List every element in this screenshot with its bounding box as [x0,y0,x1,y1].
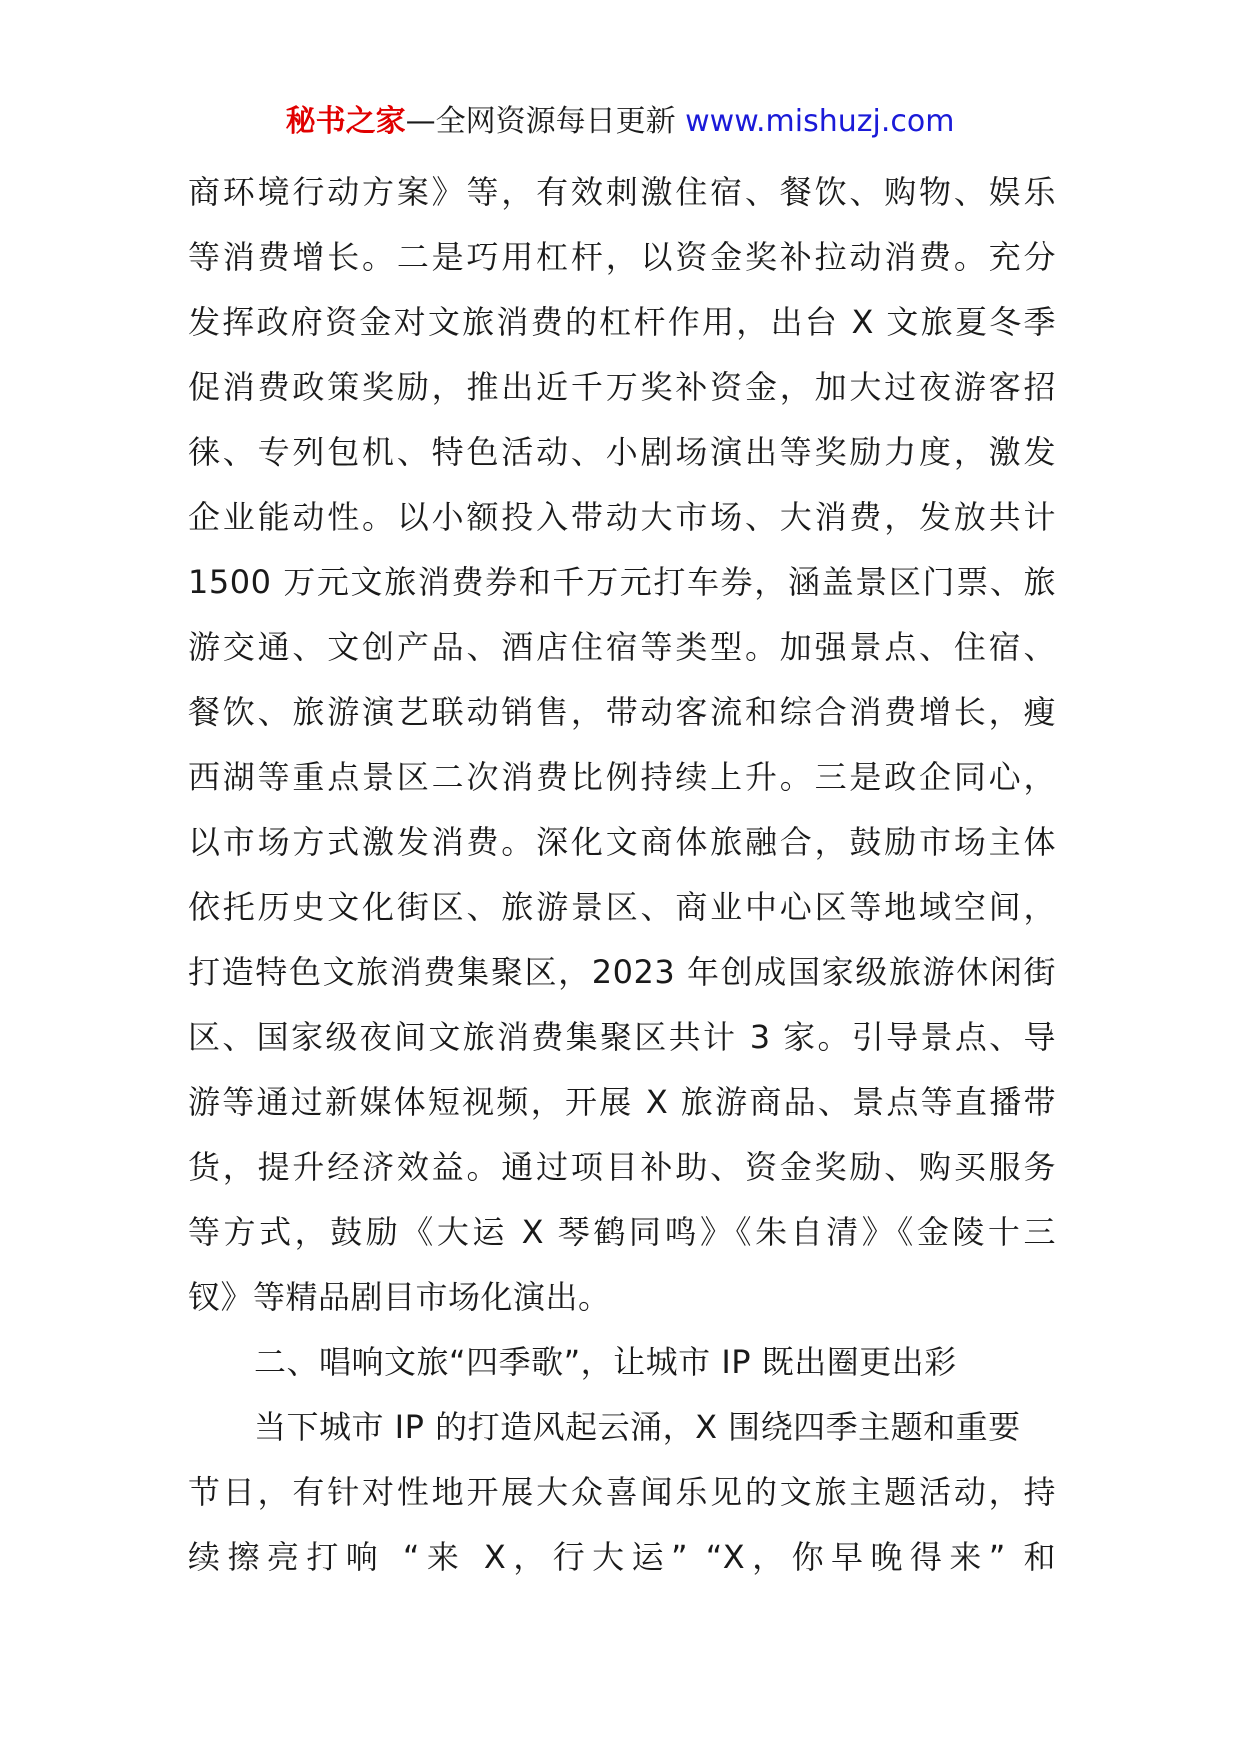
text-line: 以市场方式激发消费。深化文商体旅融合，鼓励市场主体 [188,823,1056,861]
text-line: 依托历史文化街区、旅游景区、商业中心区等地域空间， [188,888,1056,926]
text-line: 西湖等重点景区二次消费比例持续上升。三是政企同心， [188,758,1056,796]
brand-name: 秘书之家 [285,104,406,139]
page-header [0,100,1240,144]
text-line: 当下城市 IP 的打造风起云涌，X 围绕四季主题和重要 [254,1408,1021,1446]
text-line: 商环境行动方案》等，有效刺激住宿、餐饮、购物、娱乐 [188,173,1056,211]
text-line: 1500 万元文旅消费券和千万元打车券，涵盖景区门票、旅 [188,563,1056,601]
text-line: 钗》等精品剧目市场化演出。 [188,1278,611,1316]
text-line: 游等通过新媒体短视频，开展 X 旅游商品、景点等直播带 [188,1083,1056,1121]
section-heading: 二、唱响文旅“四季歌”，让城市 IP 既出圈更出彩 [254,1343,957,1381]
text-line: 徕、专列包机、特色活动、小剧场演出等奖励力度，激发 [188,433,1056,471]
text-line: 打造特色文旅消费集聚区，2023 年创成国家级旅游休闲街 [188,953,1056,991]
text-line: 区、国家级夜间文旅消费集聚区共计 3 家。引导景点、导 [188,1018,1056,1056]
text-line: 等方式，鼓励《大运 X 琴鹤同鸣》《朱自清》《金陵十三 [188,1213,1056,1251]
text-line: 续擦亮打响 “来 X，行大运” “X，你早晚得来” 和 [188,1538,1056,1576]
text-line: 发挥政府资金对文旅消费的杠杆作用，出台 X 文旅夏冬季 [188,303,1056,341]
text-line: 企业能动性。以小额投入带动大市场、大消费，发放共计 [188,498,1056,536]
document-body [188,160,1056,1590]
text-line: 等消费增长。二是巧用杠杆，以资金奖补拉动消费。充分 [188,238,1056,276]
text-line: 货，提升经济效益。通过项目补助、资金奖励、购买服务 [188,1148,1056,1186]
text-line: 餐饮、旅游演艺联动销售，带动客流和综合消费增长，瘦 [188,693,1056,731]
header-url-link[interactable]: www.mishuzj.com [685,104,955,139]
text-line: 节日，有针对性地开展大众喜闻乐见的文旅主题活动，持 [188,1473,1056,1511]
text-line: 游交通、文创产品、酒店住宿等类型。加强景点、住宿、 [188,628,1056,666]
text-line: 促消费政策奖励，推出近千万奖补资金，加大过夜游客招 [188,368,1056,406]
header-slogan: —全网资源每日更新 [405,104,676,139]
